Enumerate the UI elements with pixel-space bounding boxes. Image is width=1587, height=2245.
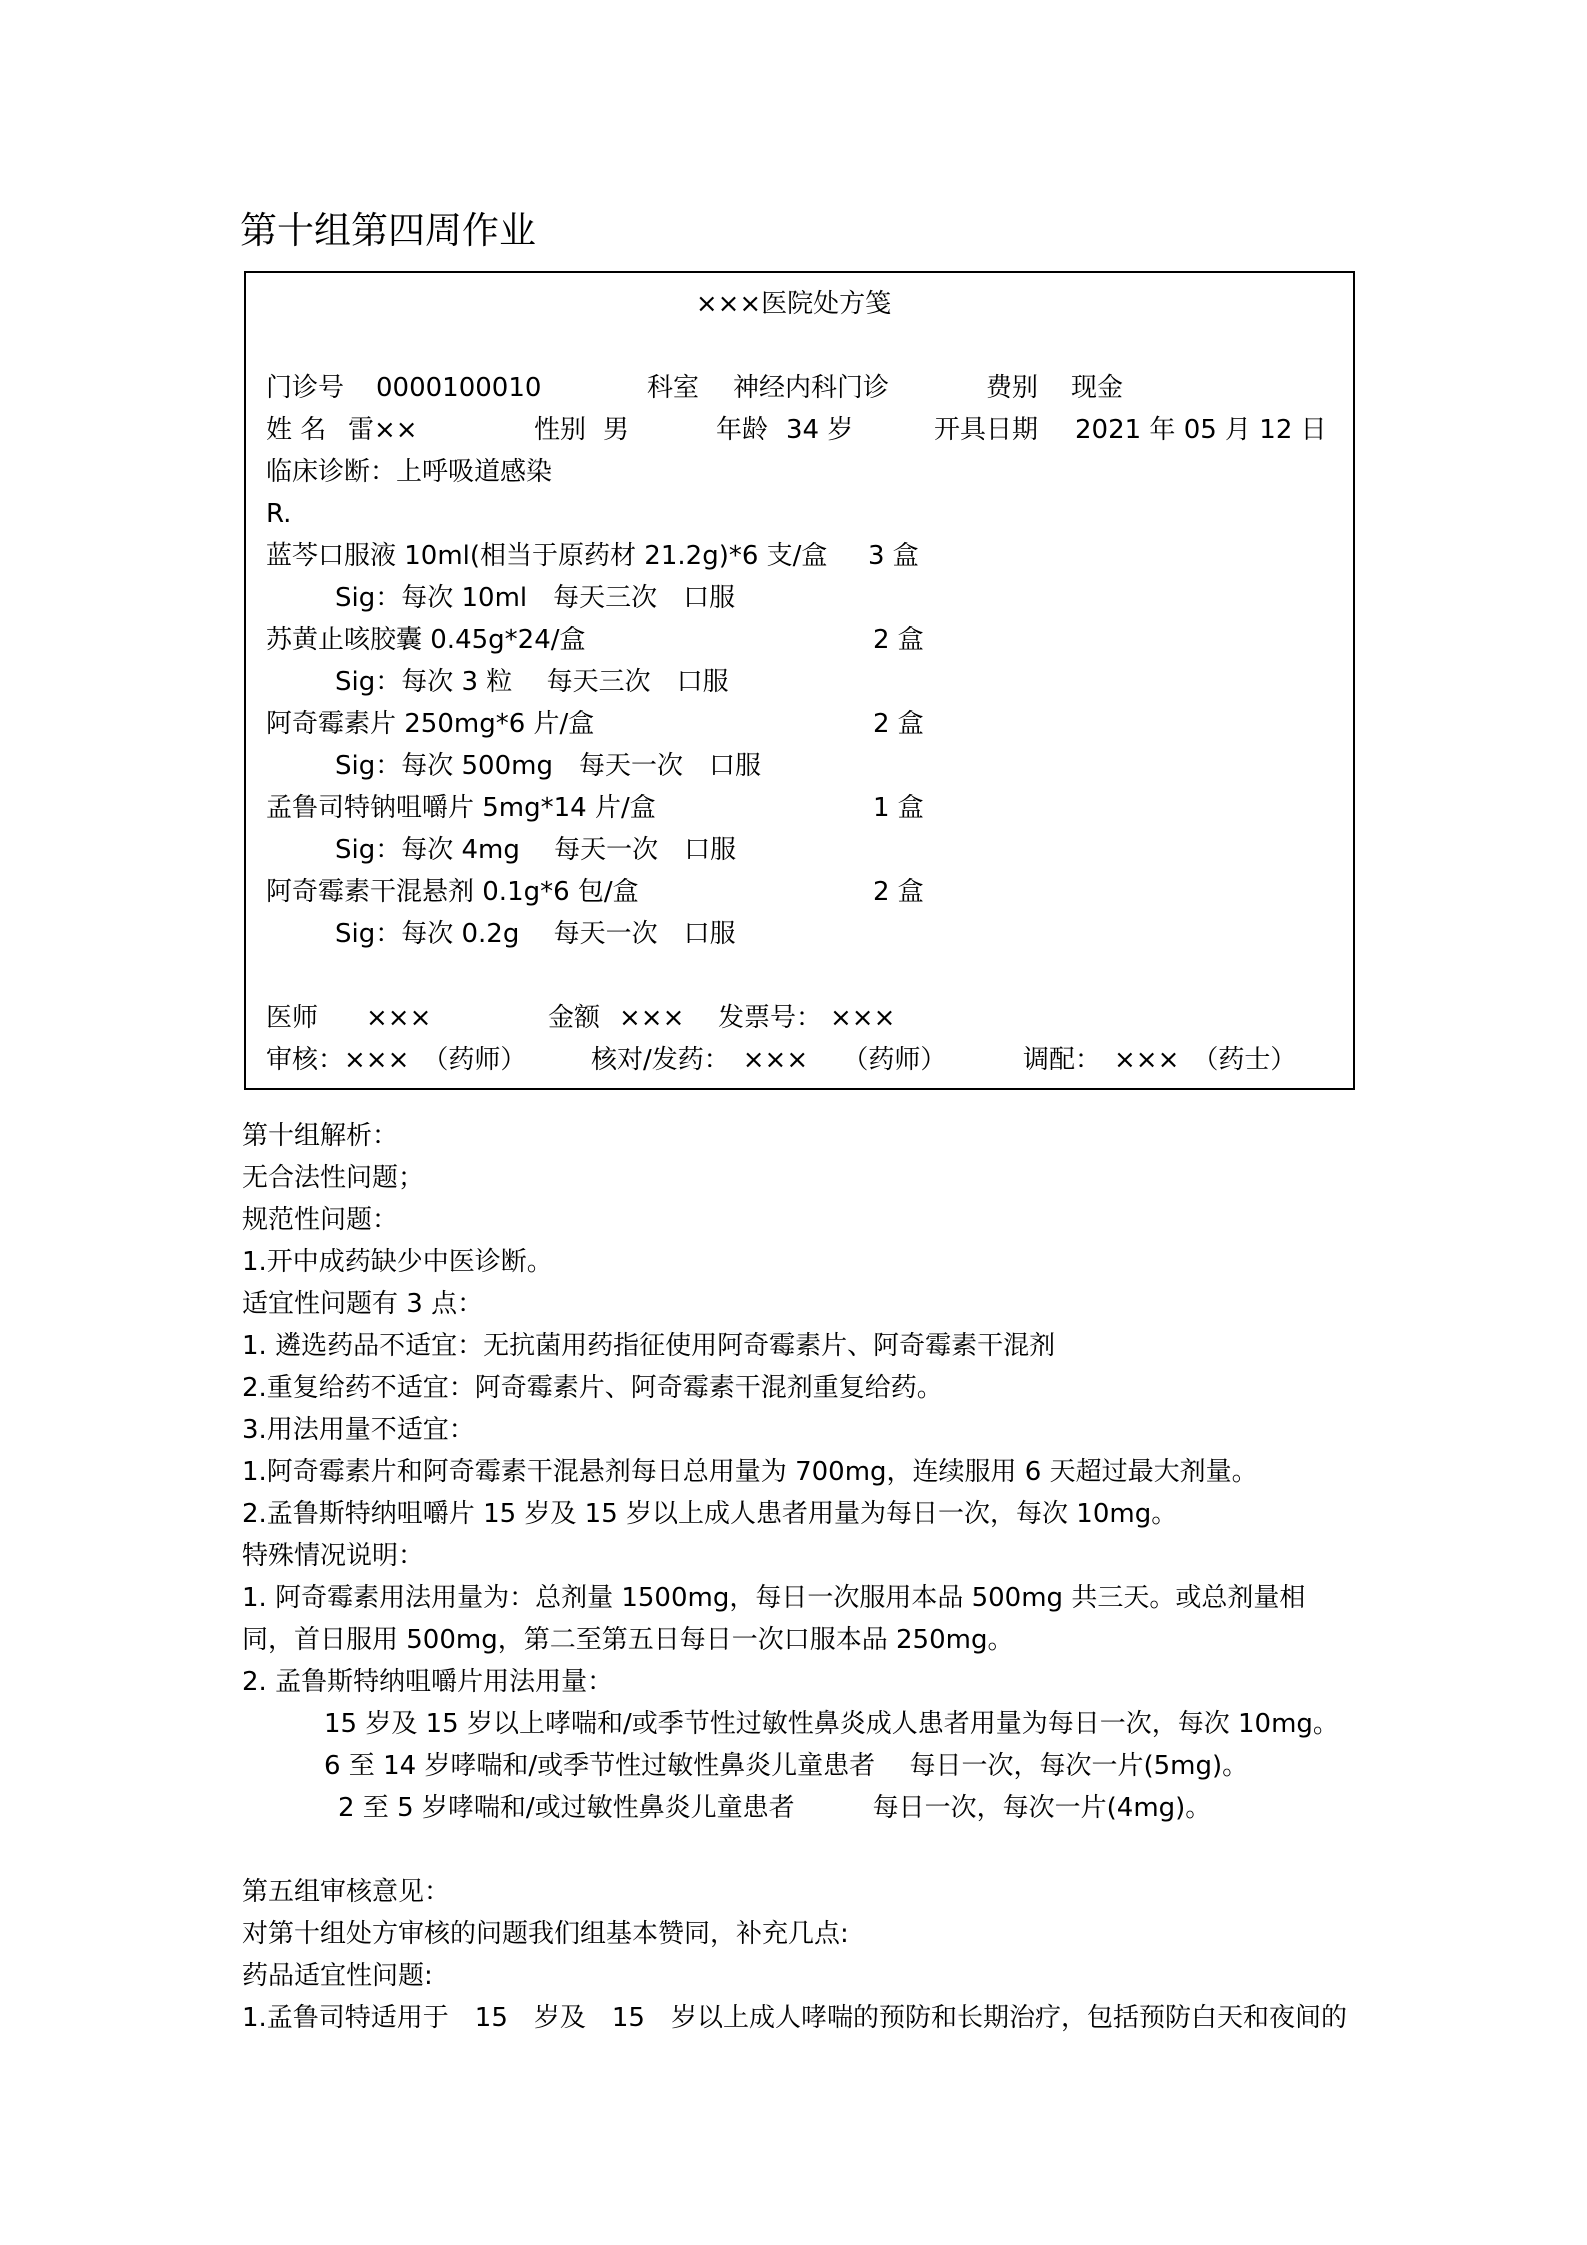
drug-qty: 2 盒	[873, 625, 924, 655]
paragraph: 2.重复给药不适宜：阿奇霉素片、阿奇霉素干混剂重复给药。	[242, 1373, 943, 1403]
diagnosis: 临床诊断：上呼吸道感染	[266, 457, 553, 487]
invoice-no: ×××	[830, 1003, 896, 1033]
mix-signature: 调配： ××× （药士）	[1023, 1045, 1297, 1075]
age-label: 年龄	[716, 415, 769, 445]
drug-name: 阿奇霉素片 250mg*6 片/盒	[266, 709, 595, 739]
section-heading: 特殊情况说明：	[242, 1541, 425, 1571]
fee: 现金	[1071, 373, 1124, 403]
drug-sig: Sig：每次 500mg 每天一次 口服	[335, 751, 761, 781]
section-heading: 药品适宜性问题:	[242, 1961, 433, 1991]
drug-sig: Sig：每次 4mg 每天一次 口服	[335, 835, 737, 865]
paragraph: 1. 遴选药品不适宜：无抗菌用药指征使用阿奇霉素片、阿奇霉素干混剂	[242, 1331, 1056, 1361]
name-label: 姓 名	[266, 415, 327, 445]
paragraph: 2. 孟鲁斯特纳咀嚼片用法用量：	[242, 1667, 614, 1697]
drug-sig: Sig：每次 3 粒 每天三次 口服	[335, 667, 729, 697]
paragraph: 2.孟鲁斯特纳咀嚼片 15 岁及 15 岁以上成人患者用量为每日一次，每次 10mg。	[242, 1499, 1178, 1529]
clinic-no: 0000100010	[376, 373, 542, 403]
section-heading: 适宜性问题有 3 点：	[242, 1289, 484, 1319]
drug-qty: 1 盒	[873, 793, 924, 823]
amount-label: 金额	[548, 1003, 601, 1033]
hospital-title: ×××医院处方笺	[695, 289, 892, 319]
drug-name: 蓝芩口服液 10ml(相当于原药材 21.2g)*6 支/盒	[266, 541, 828, 571]
fee-label: 费别	[986, 373, 1039, 403]
drug-name: 孟鲁司特钠咀嚼片 5mg*14 片/盒	[266, 793, 656, 823]
section-heading: 第十组解析：	[242, 1121, 399, 1151]
age: 34 岁	[786, 415, 854, 445]
doctor: ×××	[366, 1003, 432, 1033]
paragraph: 无合法性问题；	[242, 1163, 425, 1193]
date-label: 开具日期	[934, 415, 1039, 445]
sex: 男	[603, 415, 630, 445]
paragraph: 对第十组处方审核的问题我们组基本赞同，补充几点:	[242, 1919, 849, 1949]
drug-name: 阿奇霉素干混悬剂 0.1g*6 包/盒	[266, 877, 639, 907]
review-signature: 审核：××× （药师）	[266, 1045, 527, 1075]
drug-name: 苏黄止咳胶囊 0.45g*24/盒	[266, 625, 586, 655]
paragraph: 6 至 14 岁哮喘和/或季节性过敏性鼻炎儿童患者 每日一次，每次一片(5mg)。	[324, 1751, 1249, 1781]
clinic-no-label: 门诊号	[266, 373, 345, 403]
date: 2021 年 05 月 12 日	[1075, 415, 1327, 445]
dept-label: 科室	[647, 373, 700, 403]
section-heading: 第五组审核意见：	[242, 1877, 451, 1907]
dept: 神经内科门诊	[733, 373, 890, 403]
paragraph: 1. 阿奇霉素用法用量为：总剂量 1500mg，每日一次服用本品 500mg 共三天。或总剂量相同，首日服用 500mg，第二至第五日每日一次口服本品 250mg。	[242, 1583, 1306, 1655]
patient-name: 雷××	[348, 415, 418, 445]
section-heading: 规范性问题：	[242, 1205, 399, 1235]
paragraph: 15 岁及 15 岁以上哮喘和/或季节性过敏性鼻炎成人患者用量为每日一次，每次 10mg。	[324, 1709, 1339, 1739]
page-title: 第十组第四周作业	[240, 209, 536, 252]
amount: ×××	[619, 1003, 685, 1033]
drug-qty: 2 盒	[873, 877, 924, 907]
drug-qty: 3 盒	[868, 541, 919, 571]
paragraph: 3.用法用量不适宜：	[242, 1415, 475, 1445]
paragraph: 1.孟鲁司特适用于 15 岁及 15 岁以上成人哮喘的预防和长期治疗，包括预防白天和夜间的	[242, 2003, 1347, 2033]
paragraph: 2 至 5 岁哮喘和/或过敏性鼻炎儿童患者 每日一次，每次一片(4mg)。	[338, 1793, 1212, 1823]
drug-qty: 2 盒	[873, 709, 924, 739]
sex-label: 性别	[534, 415, 587, 445]
check-signature: 核对/发药： ××× （药师）	[591, 1045, 947, 1075]
paragraph: 1.开中成药缺少中医诊断。	[242, 1247, 553, 1277]
drug-sig: Sig：每次 0.2g 每天一次 口服	[335, 919, 736, 949]
rx-mark: R.	[266, 499, 292, 529]
paragraph: 1.阿奇霉素片和阿奇霉素干混悬剂每日总用量为 700mg，连续服用 6 天超过最大剂量。	[242, 1457, 1258, 1487]
drug-sig: Sig：每次 10ml 每天三次 口服	[335, 583, 736, 613]
doctor-label: 医师	[266, 1003, 319, 1033]
invoice-label: 发票号：	[718, 1003, 823, 1033]
